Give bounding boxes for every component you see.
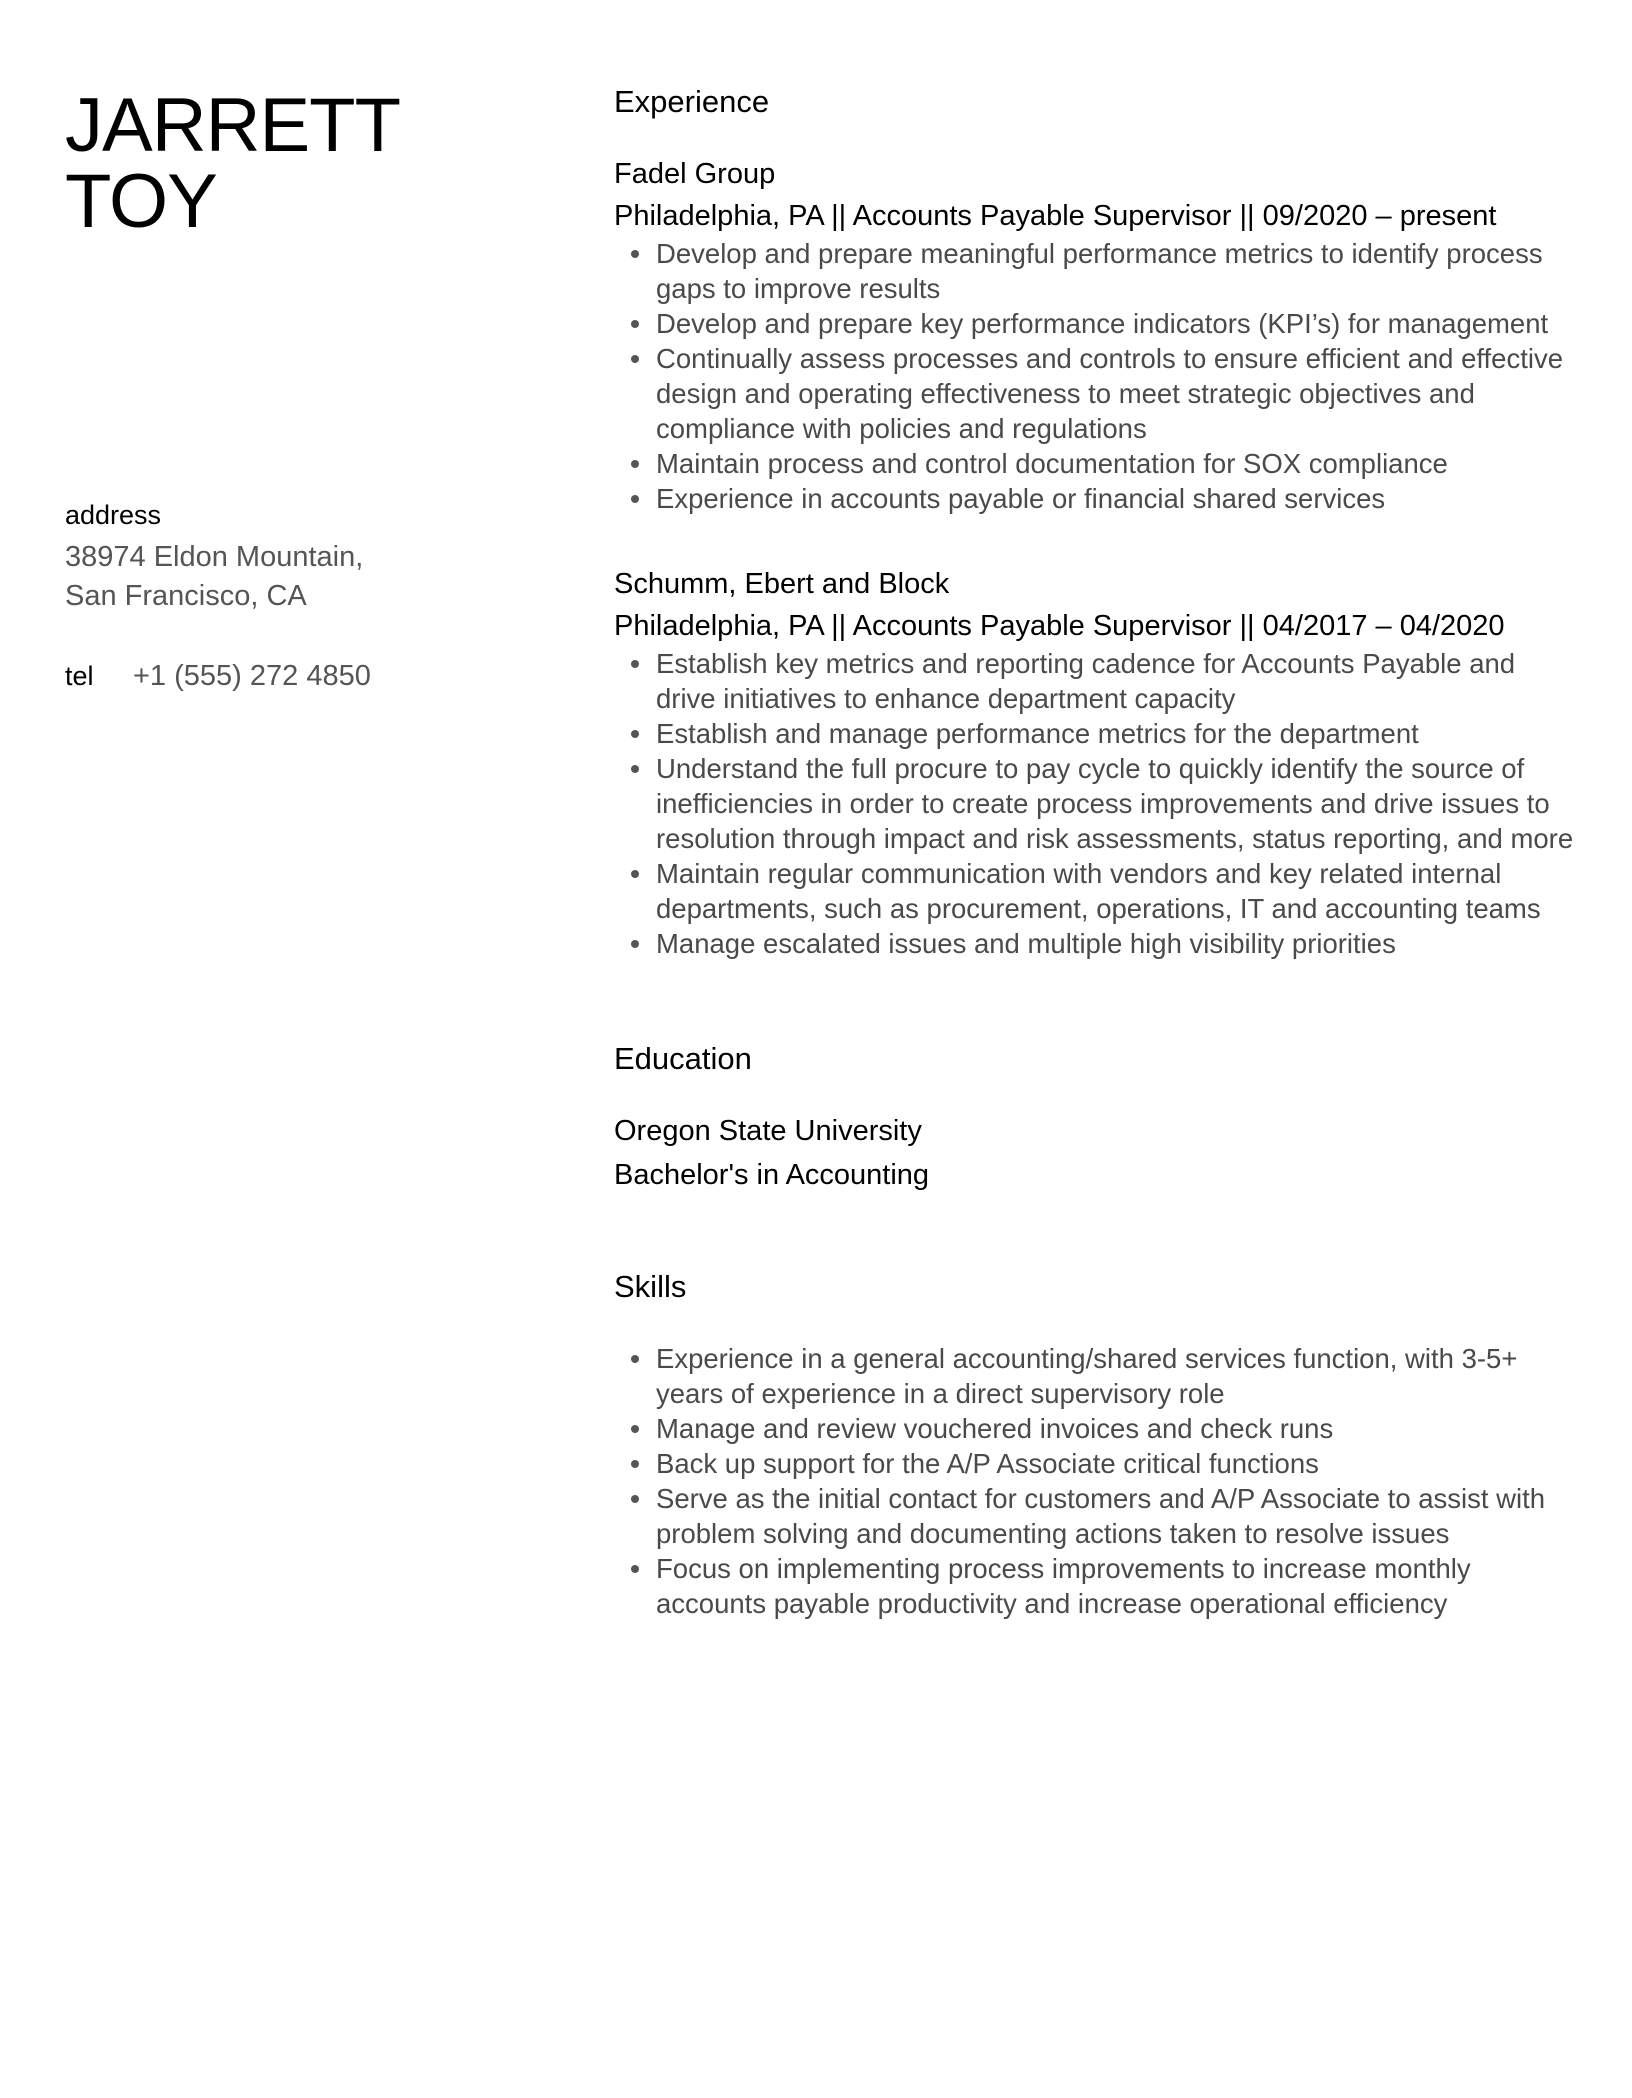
education-section [614,1037,1574,1195]
skills-list [614,1341,1574,1621]
degree: Bachelor's in Accounting [614,1159,930,1191]
last-name: TOY [65,159,217,244]
tel-label: tel [65,661,94,691]
list-item: Manage escalated issues and multiple high visibility priorities [656,926,1574,961]
list-item: Establish and manage performance metrics for the department [656,716,1574,751]
sidebar [65,83,535,244]
job-entry [614,564,1574,961]
job-entry [614,154,1574,516]
list-item: Serve as the initial contact for customers and A/P Associate to assist with problem solving and documenting actions taken to resolve issues [656,1481,1574,1551]
job-meta: Philadelphia, PA || Accounts Payable Supervisor || 09/2020 – present [614,200,1497,232]
list-item: Develop and prepare meaningful performance metrics to identify process gaps to improve results [656,236,1574,306]
school-name: Oregon State University [614,1115,922,1147]
address-line-2: San Francisco, CA [65,580,307,612]
job-bullets [614,236,1574,516]
list-item: Experience in a general accounting/shared services function, with 3-5+ years of experience in a direct supervisory role [656,1341,1574,1411]
experience-title: Experience [614,84,770,119]
list-item: Understand the full procure to pay cycle to quickly identify the source of inefficiencies in order to create process improvements and drive issues to resolution through impact and risk assessments, status reporting, and more [656,753,1574,854]
list-item: Experience in accounts payable or financial shared services [656,481,1574,516]
list-item: Develop and prepare key performance indicators (KPI’s) for management [656,306,1574,341]
experience-section [614,80,1574,961]
list-item: Manage and review vouchered invoices and check runs [656,1411,1574,1446]
list-item: Maintain process and control documentation for SOX compliance [656,446,1574,481]
tel-row [65,660,535,693]
job-company: Fadel Group [614,158,776,190]
first-name: JARRETT [65,83,400,168]
list-item: Back up support for the A/P Associate critical functions [656,1446,1574,1481]
address-label: address [65,500,162,530]
list-item: Continually assess processes and controls to ensure efficient and effective design and operating effectiveness to meet strategic objectives and compliance with policies and regulations [656,341,1574,446]
list-item: Focus on implementing process improvements to increase monthly accounts payable productivity and increase operational efficiency [656,1551,1574,1621]
job-company: Schumm, Ebert and Block [614,568,950,600]
education-title: Education [614,1041,752,1076]
candidate-name [65,83,535,244]
job-meta: Philadelphia, PA || Accounts Payable Supervisor || 04/2017 – 04/2020 [614,610,1505,642]
contact-block [65,498,535,693]
tel-value: +1 (555) 272 4850 [133,660,371,692]
address-line-1: 38974 Eldon Mountain, [65,541,364,573]
skills-section [614,1265,1574,1621]
skills-title: Skills [614,1269,687,1304]
main-content [614,80,1574,1621]
job-bullets [614,646,1574,961]
list-item: Maintain regular communication with vendors and key related internal departments, such as procurement, operations, IT and accounting teams [656,856,1574,926]
list-item: Establish key metrics and reporting cadence for Accounts Payable and drive initiatives to enhance department capacity [656,646,1574,716]
